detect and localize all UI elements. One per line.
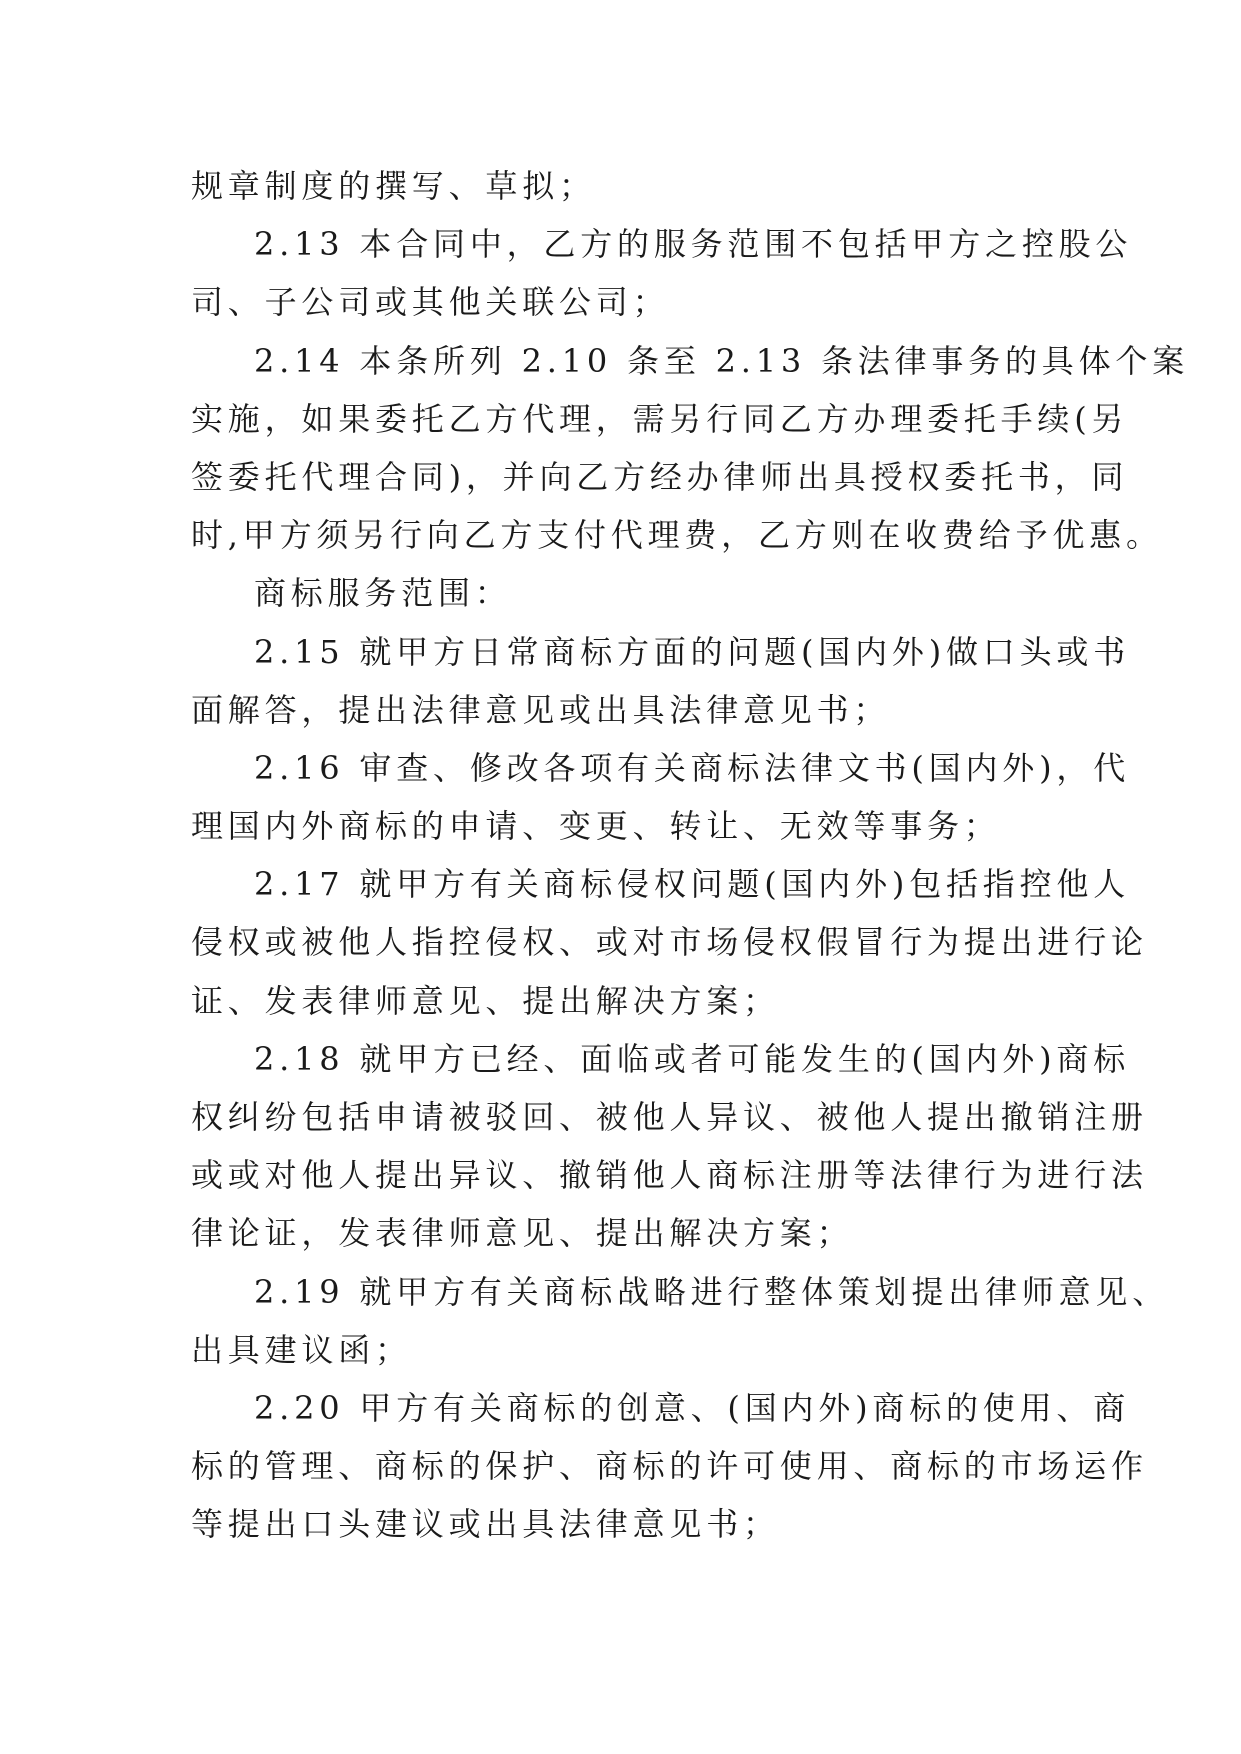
text-line: 规章制度的撰写、草拟； [191,167,596,205]
text-line: 2.14 本条所列 2.10 条至 2.13 条法律事务的具体个案 [254,341,1190,380]
text-line: 侵权或被他人指控侵权、或对市场侵权假冒行为提出进行论 [191,923,1148,962]
text-line: 标的管理、商标的保护、商标的许可使用、商标的市场运作 [191,1447,1148,1486]
text-line: 签委托代理合同)，并向乙方经办律师出具授权委托书，同 [191,457,1129,496]
text-line: 或或对他人提出异议、撤销他人商标注册等法律行为进行法 [191,1156,1148,1195]
text-line: 实施，如果委托乙方代理，需另行同乙方办理委托手续(另 [191,399,1129,438]
text-line: 2.20 甲方有关商标的创意、(国内外)商标的使用、商 [254,1388,1130,1427]
text-line: 理国内外商标的申请、变更、转让、无效等事务； [191,807,1001,846]
text-line: 2.16 审查、修改各项有关商标法律文书(国内外)，代 [254,748,1130,787]
text-line: 律论证，发表律师意见、提出解决方案； [191,1214,854,1253]
text-line: 2.13 本合同中，乙方的服务范围不包括甲方之控股公 [254,225,1133,264]
text-line: 出具建议函； [191,1330,412,1369]
text-line: 权纠纷包括申请被驳回、被他人异议、被他人提出撤销注册 [191,1098,1148,1136]
text-line: 2.17 就甲方有关商标侵权问题(国内外)包括指控他人 [254,865,1130,904]
document-body [191,157,1190,1554]
section-heading: 商标服务范围： [254,574,512,613]
text-line: 2.18 就甲方已经、面临或者可能发生的(国内外)商标 [254,1039,1130,1078]
text-line: 时,甲方须另行向乙方支付代理费，乙方则在收费给予优惠。 [191,516,1163,555]
text-line: 2.15 就甲方日常商标方面的问题(国内外)做口头或书 [254,632,1130,671]
text-line: 司、子公司或其他关联公司； [191,283,670,322]
text-line: 证、发表律师意见、提出解决方案； [191,981,780,1020]
text-line: 等提出口头建议或出具法律意见书； [191,1505,780,1544]
text-line: 面解答，提出法律意见或出具法律意见书； [191,690,891,729]
text-line: 2.19 就甲方有关商标战略进行整体策划提出律师意见、 [254,1272,1170,1311]
